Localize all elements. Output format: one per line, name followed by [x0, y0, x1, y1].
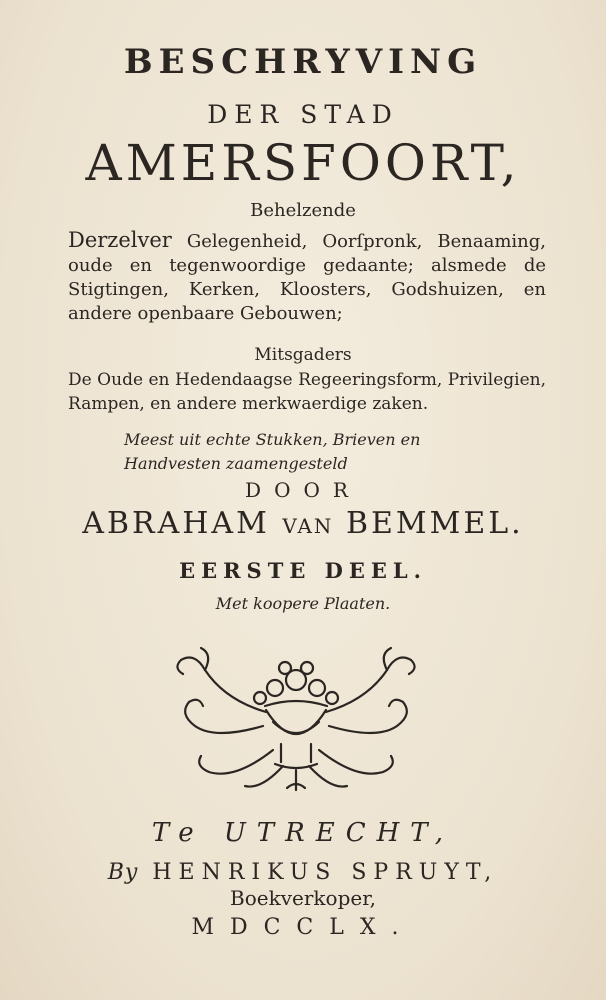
- door-label: DOOR: [245, 478, 361, 502]
- contents-first-word: Derzelver: [68, 228, 172, 252]
- sources-note: Meest uit echte Stukken, Brieven en Handvesten zaamengesteld: [124, 430, 421, 473]
- imprint-year: MDCCLX.: [191, 915, 415, 940]
- mitsgaders-label: Mitsgaders: [254, 345, 352, 365]
- plates-note: Met koopere Plaaten.: [215, 594, 391, 613]
- floral-vase-ornament-icon: [165, 640, 427, 796]
- contents-text: Gelegenheid, Oorſpronk, Benaaming, oude en tegenwoordige gedaante; alsmede de Stigtingen, Kerken, Kloosters, Godshuizen, en andere openbaare Gebouwen;: [68, 231, 546, 324]
- contents-paragraph: [68, 228, 546, 326]
- imprint-printer: [0, 860, 606, 885]
- imprint-trade: Boekverkoper,: [230, 886, 376, 910]
- subtitle: Behelzende: [250, 200, 356, 221]
- author-name: [0, 506, 606, 541]
- imprint-printer-prefix: By: [107, 860, 139, 885]
- title-line-2: DER STAD: [207, 100, 399, 129]
- author-van: VAN: [282, 514, 334, 538]
- imprint-city: Te UTRECHT,: [151, 818, 455, 848]
- author-last: BEMMEL.: [345, 506, 524, 541]
- imprint-printer-name: HENRIKUS SPRUYT,: [152, 860, 499, 885]
- volume-label: EERSTE DEEL.: [179, 558, 427, 583]
- author-first: ABRAHAM: [82, 506, 270, 541]
- contents-paragraph-2: De Oude en Hedendaagse Regeeringsform, Privilegien, Rampen, en andere merkwaerdige zaken.: [68, 370, 546, 414]
- title-line-3: AMERSFOORT,: [85, 134, 521, 192]
- title-line-1: BESCHRYVING: [123, 42, 483, 82]
